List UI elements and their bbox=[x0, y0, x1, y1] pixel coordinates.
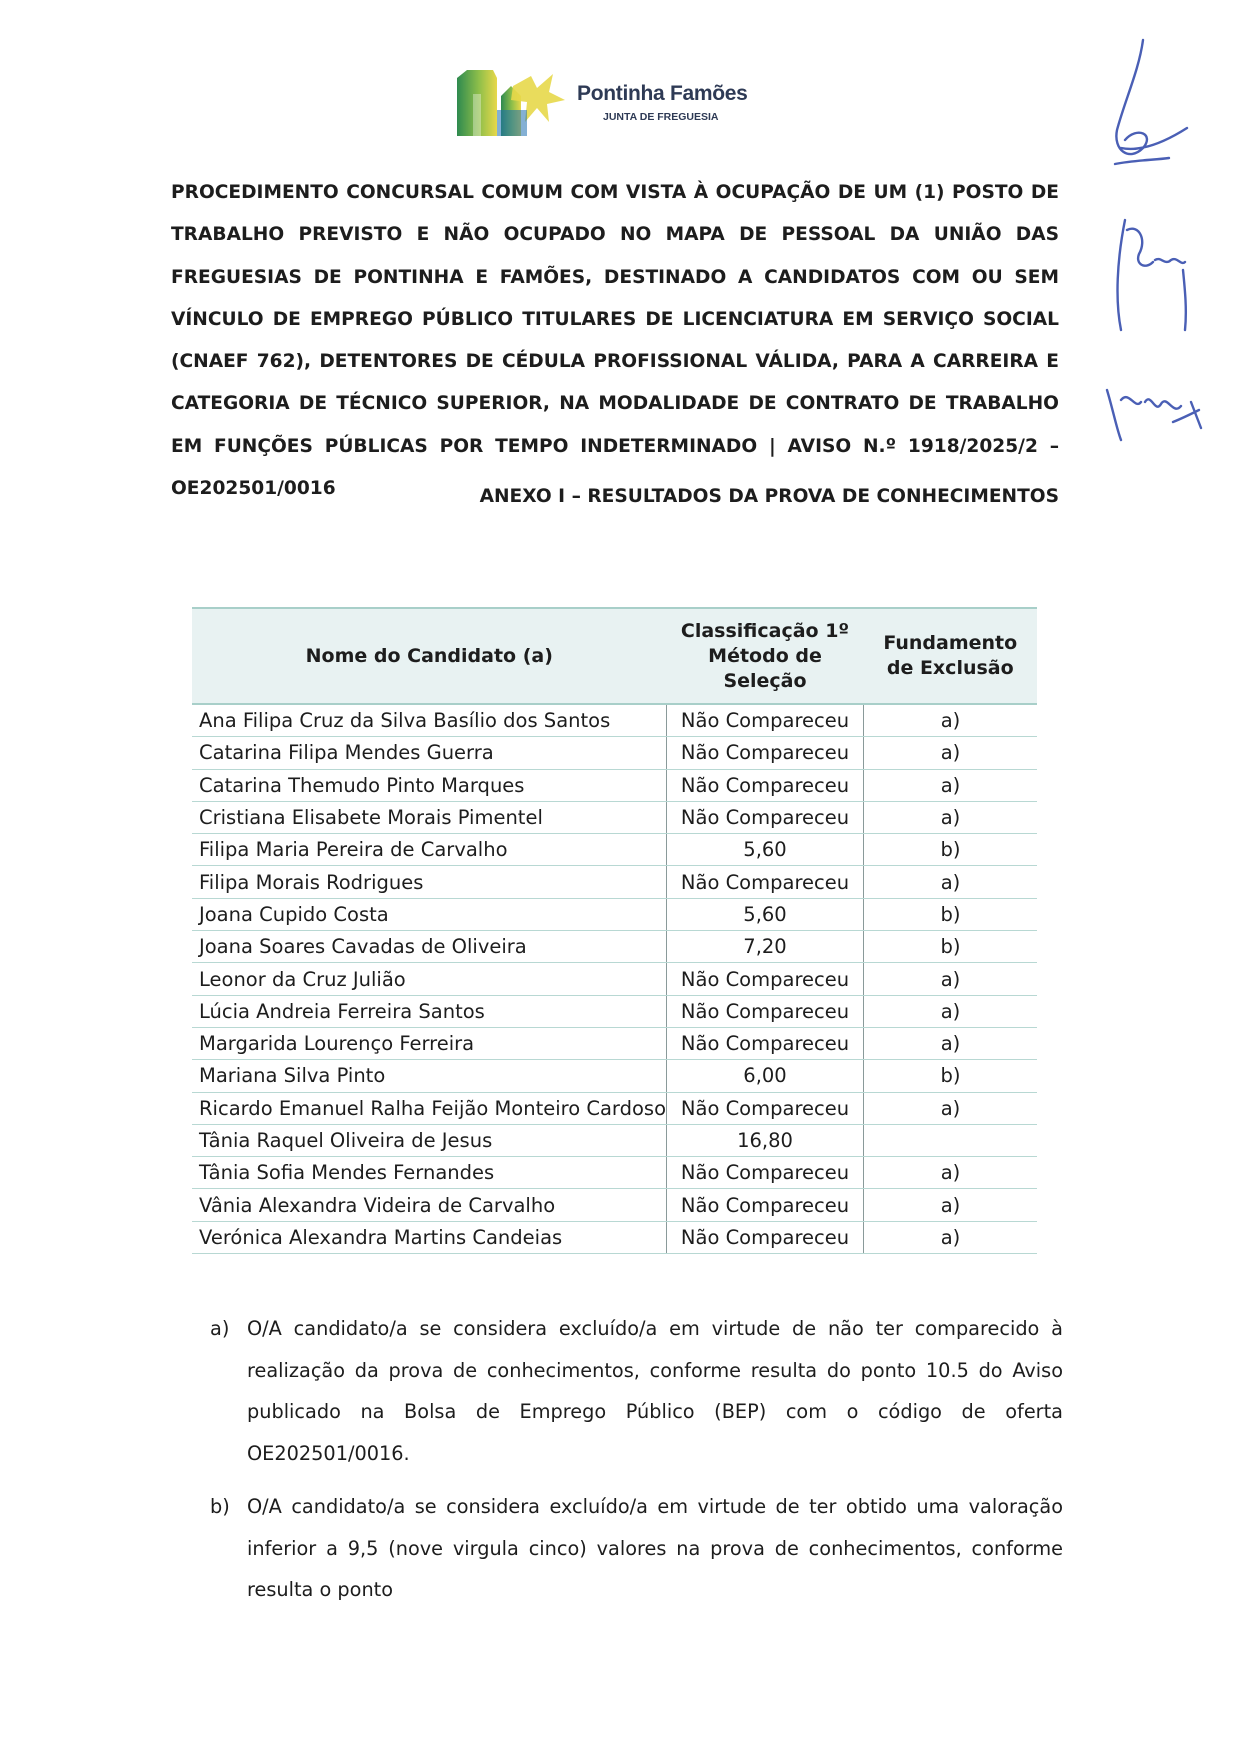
exclusion-reason: b) bbox=[864, 1060, 1038, 1092]
table-row bbox=[192, 834, 1037, 866]
candidate-score: Não Compareceu bbox=[667, 801, 864, 833]
candidate-score: 5,60 bbox=[667, 834, 864, 866]
table-row bbox=[192, 1124, 1037, 1156]
footnotes bbox=[210, 1308, 1063, 1622]
candidate-name: Catarina Themudo Pinto Marques bbox=[192, 769, 667, 801]
candidate-score: Não Compareceu bbox=[667, 866, 864, 898]
candidate-score: 5,60 bbox=[667, 898, 864, 930]
header-candidate-name: Nome do Candidato (a) bbox=[192, 608, 667, 704]
candidate-score: Não Compareceu bbox=[667, 995, 864, 1027]
signature-2 bbox=[1118, 220, 1186, 330]
candidate-name: Tânia Sofia Mendes Fernandes bbox=[192, 1157, 667, 1189]
exclusion-reason: a) bbox=[864, 963, 1038, 995]
candidate-name: Filipa Morais Rodrigues bbox=[192, 866, 667, 898]
annex-title: ANEXO I – RESULTADOS DA PROVA DE CONHECIMENTOS bbox=[479, 486, 1059, 507]
candidate-score: Não Compareceu bbox=[667, 1157, 864, 1189]
candidate-score: Não Compareceu bbox=[667, 704, 864, 737]
candidate-score: Não Compareceu bbox=[667, 963, 864, 995]
candidate-score: Não Compareceu bbox=[667, 1027, 864, 1059]
candidate-score: Não Compareceu bbox=[667, 1092, 864, 1124]
table-row bbox=[192, 1060, 1037, 1092]
logo-emblem-icon bbox=[453, 66, 573, 142]
table-row bbox=[192, 963, 1037, 995]
candidate-name: Lúcia Andreia Ferreira Santos bbox=[192, 995, 667, 1027]
table-header-row bbox=[192, 608, 1037, 704]
candidate-name: Catarina Filipa Mendes Guerra bbox=[192, 737, 667, 769]
exclusion-reason: b) bbox=[864, 931, 1038, 963]
table-row bbox=[192, 704, 1037, 737]
exclusion-reason: a) bbox=[864, 704, 1038, 737]
table-row bbox=[192, 801, 1037, 833]
exclusion-reason: a) bbox=[864, 866, 1038, 898]
table-row bbox=[192, 1027, 1037, 1059]
exclusion-reason: a) bbox=[864, 737, 1038, 769]
header-classification: Classificação 1º Método de Seleção bbox=[667, 608, 864, 704]
candidate-name: Ana Filipa Cruz da Silva Basílio dos Santos bbox=[192, 704, 667, 737]
exclusion-reason: a) bbox=[864, 1189, 1038, 1221]
candidate-name: Tânia Raquel Oliveira de Jesus bbox=[192, 1124, 667, 1156]
junta-logo bbox=[453, 66, 783, 142]
candidate-name: Joana Soares Cavadas de Oliveira bbox=[192, 931, 667, 963]
candidate-name: Mariana Silva Pinto bbox=[192, 1060, 667, 1092]
candidate-name: Vânia Alexandra Videira de Carvalho bbox=[192, 1189, 667, 1221]
exclusion-reason bbox=[864, 1124, 1038, 1156]
footnote-a bbox=[210, 1308, 1063, 1475]
table-row bbox=[192, 995, 1037, 1027]
candidate-score: 7,20 bbox=[667, 931, 864, 963]
table-row bbox=[192, 866, 1037, 898]
exclusion-reason: b) bbox=[864, 898, 1038, 930]
footnote-b bbox=[210, 1486, 1063, 1611]
exclusion-reason: a) bbox=[864, 1157, 1038, 1189]
results-table bbox=[192, 607, 1037, 1254]
table-row bbox=[192, 737, 1037, 769]
footnote-text: O/A candidato/a se considera excluído/a em virtude de não ter comparecido à realização da prova de conhecimentos, conforme resulta do ponto 10.5 do Aviso publicado na Bolsa de Emprego Público (BEP) com o código de oferta OE202501/0016. bbox=[247, 1317, 1063, 1466]
exclusion-reason: a) bbox=[864, 769, 1038, 801]
candidate-score: 16,80 bbox=[667, 1124, 864, 1156]
table-row bbox=[192, 898, 1037, 930]
candidate-name: Filipa Maria Pereira de Carvalho bbox=[192, 834, 667, 866]
exclusion-reason: a) bbox=[864, 1027, 1038, 1059]
candidate-name: Cristiana Elisabete Morais Pimentel bbox=[192, 801, 667, 833]
candidate-name: Verónica Alexandra Martins Candeias bbox=[192, 1221, 667, 1253]
candidate-score: 6,00 bbox=[667, 1060, 864, 1092]
table-row bbox=[192, 1221, 1037, 1253]
signature-3 bbox=[1107, 390, 1201, 440]
candidate-score: Não Compareceu bbox=[667, 1221, 864, 1253]
candidate-score: Não Compareceu bbox=[667, 737, 864, 769]
logo-subtitle: JUNTA DE FREGUESIA bbox=[603, 111, 719, 123]
table-row bbox=[192, 1157, 1037, 1189]
candidate-score: Não Compareceu bbox=[667, 769, 864, 801]
margin-signatures bbox=[1095, 30, 1215, 450]
exclusion-reason: a) bbox=[864, 995, 1038, 1027]
table-row bbox=[192, 931, 1037, 963]
candidate-name: Margarida Lourenço Ferreira bbox=[192, 1027, 667, 1059]
candidate-name: Ricardo Emanuel Ralha Feijão Monteiro Cardoso bbox=[192, 1092, 667, 1124]
exclusion-reason: a) bbox=[864, 1221, 1038, 1253]
exclusion-reason: a) bbox=[864, 801, 1038, 833]
procedure-title: PROCEDIMENTO CONCURSAL COMUM COM VISTA À OCUPAÇÃO DE UM (1) POSTO DE TRABALHO PREVISTO E NÃO OCUPADO NO MAPA DE PESSOAL DA UNIÃO DAS FREGUESIAS DE PONTINHA E FAMÕES, DESTINADO A CANDIDATOS COM OU SEM VÍNCULO DE EMPREGO PÚBLICO TITULARES DE LICENCIATURA EM SERVIÇO SOCIAL (CNAEF 762), DETENTORES DE CÉDULA PROFISSIONAL VÁLIDA, PARA A CARREIRA E CATEGORIA DE TÉCNICO SUPERIOR, NA MODALIDADE DE CONTRATO DE TRABALHO EM FUNÇÕES PÚBLICAS POR TEMPO INDETERMINADO | AVISO N.º 1918/2025/2 – OE202501/0016 bbox=[171, 182, 1059, 500]
candidate-score: Não Compareceu bbox=[667, 1189, 864, 1221]
candidate-name: Joana Cupido Costa bbox=[192, 898, 667, 930]
footnote-marker: a) bbox=[210, 1317, 230, 1340]
footnote-marker: b) bbox=[210, 1494, 230, 1518]
candidate-name: Leonor da Cruz Julião bbox=[192, 963, 667, 995]
table-row bbox=[192, 769, 1037, 801]
table-row bbox=[192, 1092, 1037, 1124]
logo-name: Pontinha Famões bbox=[577, 82, 748, 105]
signature-1 bbox=[1115, 40, 1187, 164]
exclusion-reason: b) bbox=[864, 834, 1038, 866]
footnote-text: O/A candidato/a se considera excluído/a em virtude de ter obtido uma valoração inferior a 9,5 (nove virgula cinco) valores na prova de conhecimentos, conforme resulta o ponto bbox=[247, 1494, 1063, 1602]
header-exclusion-reason: Fundamento de Exclusão bbox=[864, 608, 1038, 704]
exclusion-reason: a) bbox=[864, 1092, 1038, 1124]
table-row bbox=[192, 1189, 1037, 1221]
